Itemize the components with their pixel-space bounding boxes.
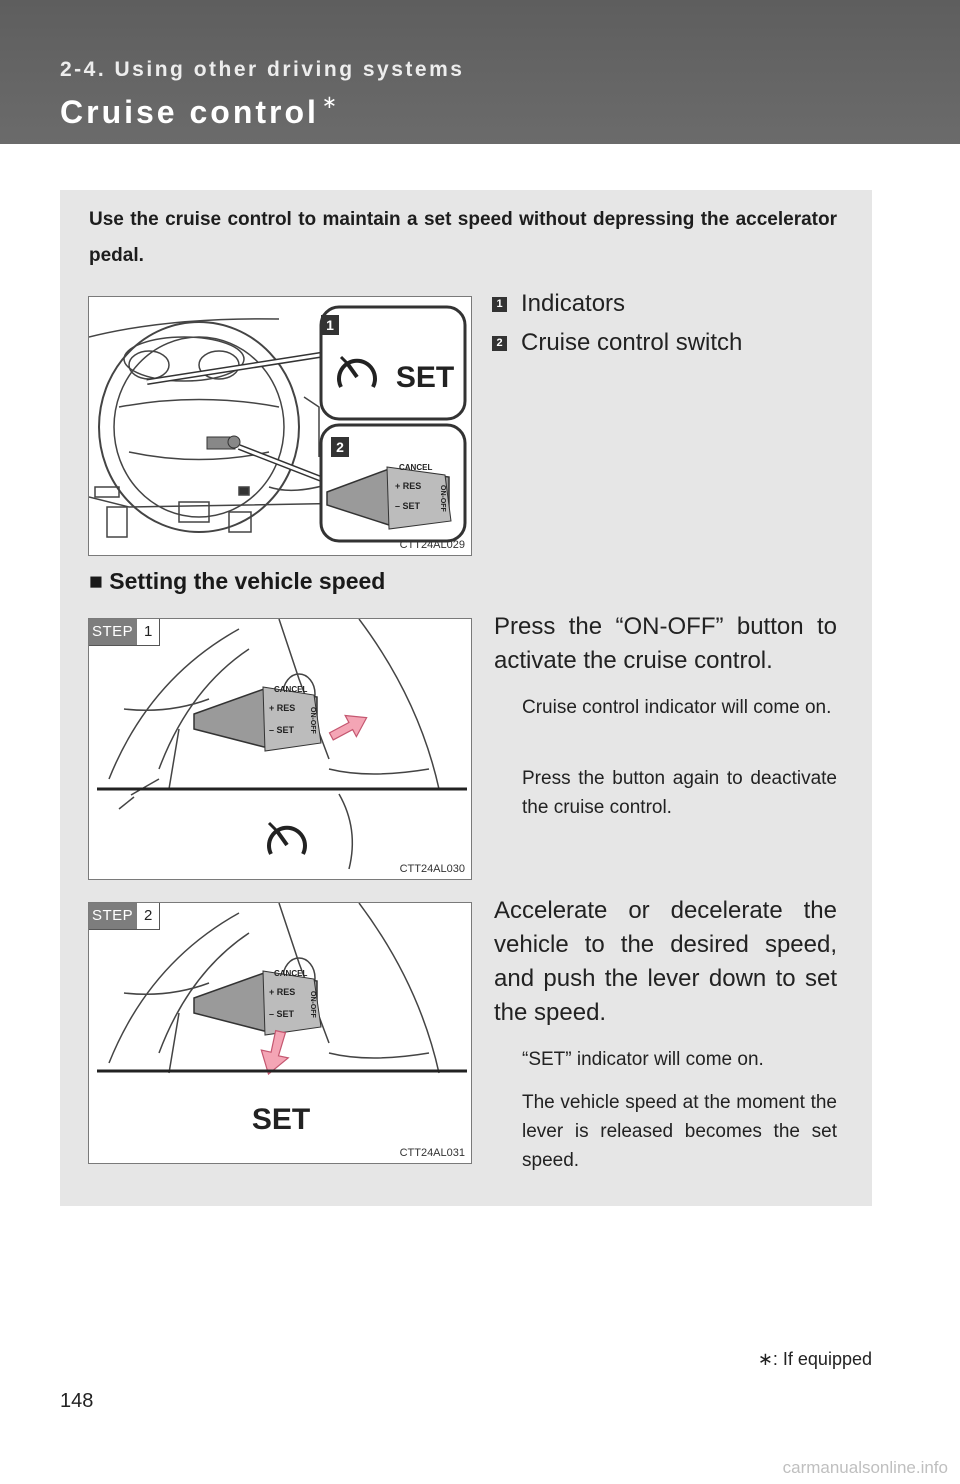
footnote: ∗: If equipped	[757, 1349, 872, 1369]
legend-label-switch: Cruise control switch	[521, 329, 743, 356]
step2-figure	[88, 902, 472, 1164]
step1-lever-onoff: ON-OFF	[309, 707, 316, 734]
figure-code: CTT24AL029	[399, 539, 465, 551]
figure-code: CTT24AL030	[399, 863, 465, 875]
if-equipped-mark: ∗	[321, 92, 341, 112]
step1-lever	[194, 685, 321, 751]
callout-badge-1-text: 1	[326, 317, 334, 333]
overview-illustration	[89, 297, 472, 556]
watermark: carmanualsonline.info	[782, 1458, 948, 1477]
step-number: 1	[144, 623, 153, 640]
step2-lever-cancel: CANCEL	[274, 969, 308, 978]
step1-lever-set: – SET	[269, 725, 295, 735]
legend-item-switch	[492, 329, 742, 357]
step-number: 2	[144, 907, 153, 924]
step1-label	[89, 619, 160, 646]
set-indicator-text: SET	[395, 361, 455, 394]
legend-badge-2: 2	[492, 336, 507, 351]
step1-note-2: Press the button again to deactivate the cruise control.	[522, 768, 837, 818]
step2-note-1: “SET” indicator will come on.	[522, 1049, 764, 1070]
lever-res-label: + RES	[395, 481, 422, 491]
figure-code: CTT24AL031	[399, 1147, 465, 1159]
overview-figure	[88, 296, 472, 556]
legend-badge-1: 1	[492, 297, 507, 312]
page-header	[0, 0, 960, 144]
step2-lever	[194, 969, 321, 1035]
step1-indicator-icon	[269, 823, 305, 854]
step-word: STEP	[89, 903, 137, 929]
step2-instruction: Accelerate or decelerate the vehicle to the desired speed, and push the lever down to set the speed.	[494, 897, 837, 1026]
callout-badge-2-text: 2	[336, 439, 344, 455]
legend-item-indicators	[492, 290, 625, 318]
intro-text: Use the cruise control to maintain a set speed without depressing the accelerator pedal.	[89, 209, 837, 266]
lever-onoff-label: ON-OFF	[439, 485, 446, 512]
step2-lever-set: – SET	[269, 1009, 295, 1019]
step2-set-indicator: SET	[251, 1103, 311, 1136]
section-label: 2-4. Using other driving systems	[60, 58, 465, 81]
section-heading: ■ Setting the vehicle speed	[89, 568, 386, 594]
page-number: 148	[60, 1390, 94, 1412]
wiper-lever	[207, 436, 240, 449]
press-arrow-icon	[326, 707, 373, 747]
lever-set-label: – SET	[395, 501, 421, 511]
step1-figure	[88, 618, 472, 880]
step-word: STEP	[89, 619, 137, 645]
page-title	[60, 94, 340, 131]
step1-illustration	[89, 619, 472, 880]
lever-cancel-label: CANCEL	[399, 463, 433, 472]
step1-note-1: Cruise control indicator will come on.	[522, 697, 832, 718]
step1-lever-res: + RES	[269, 703, 296, 713]
legend-label-indicators: Indicators	[521, 290, 626, 317]
step2-lever-onoff: ON-OFF	[309, 991, 316, 1018]
step2-illustration	[89, 903, 472, 1164]
step2-note-2: The vehicle speed at the moment the lever is released becomes the set speed.	[522, 1092, 837, 1171]
step1-instruction: Press the “ON-OFF” button to activate the cruise control.	[494, 613, 837, 674]
page-title-text: Cruise control	[60, 94, 319, 130]
step1-lever-cancel: CANCEL	[274, 685, 308, 694]
step2-lever-res: + RES	[269, 987, 296, 997]
step2-label	[89, 903, 160, 930]
